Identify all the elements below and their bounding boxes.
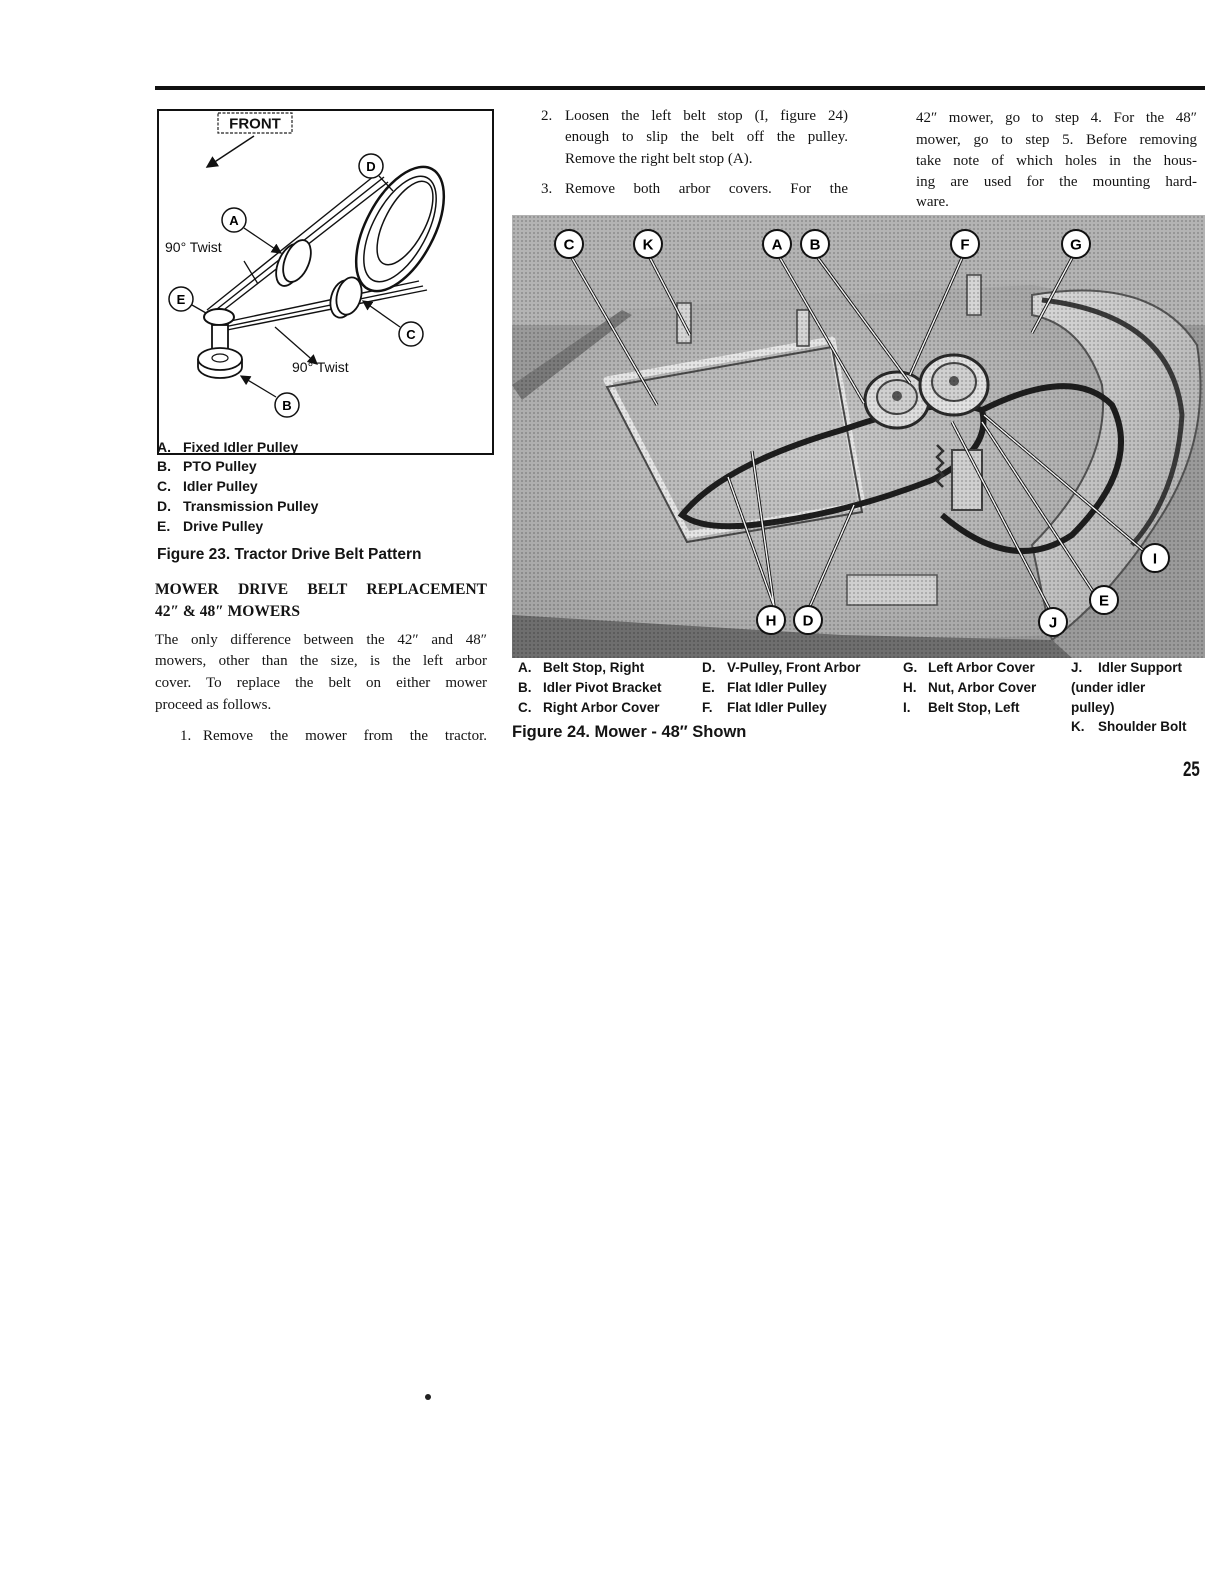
fig24-legend-item <box>518 699 660 716</box>
callout-e-leader <box>192 305 206 313</box>
step-3-line: take note of which holes in the hous- <box>916 153 1197 169</box>
fig24-legend-item <box>903 659 1035 676</box>
intro-line: cover. To replace the belt on either mower <box>155 675 487 691</box>
step-1-number: 1. <box>180 728 192 744</box>
legend-text: Idler Pivot Bracket <box>543 680 662 695</box>
idler-pulley <box>326 275 365 321</box>
step-3-line: ware. <box>916 194 949 210</box>
fig23-legend-item <box>157 457 257 475</box>
callout-j: J <box>1048 614 1058 632</box>
fig24-legend-item <box>1071 659 1182 676</box>
fig24-legend-item <box>903 699 1020 716</box>
scan-speckle <box>425 1394 431 1400</box>
fig24-legend-item <box>903 679 1036 696</box>
front-label: FRONT <box>229 115 281 133</box>
photo-callout-f <box>951 230 979 258</box>
legend-text: Drive Pulley <box>183 518 264 534</box>
intro-line: The only difference between the 42″ and 48″ <box>155 632 487 648</box>
step-3-line: 42″ mower, go to step 4. For the 48″ <box>916 110 1197 126</box>
step-2-number: 2. <box>541 108 553 124</box>
intro-line: proceed as follows. <box>155 697 272 713</box>
callout-e: E <box>1098 592 1110 610</box>
legend-letter: C. <box>518 700 532 715</box>
legend-text: Belt Stop, Right <box>543 660 645 675</box>
twist-label-upper: 90° Twist <box>165 239 222 255</box>
photo-callout-a <box>763 230 791 258</box>
fig24-legend-item <box>702 659 861 676</box>
page-number: 25 <box>1183 758 1200 781</box>
legend-text: Shoulder Bolt <box>1098 719 1187 734</box>
callout-b: B <box>282 398 292 413</box>
step-2-line: Loosen the left belt stop (I, figure 24) <box>565 108 848 124</box>
twist-label-lower: 90° Twist <box>292 359 349 375</box>
figure-24-caption: Figure 24. Mower - 48″ Shown <box>512 723 747 741</box>
legend-letter: C. <box>157 478 171 494</box>
twist-leader-upper <box>244 261 258 284</box>
callout-c: C <box>563 236 575 254</box>
step-3-line: ing are used for the mounting hard- <box>916 174 1197 190</box>
callout-k: K <box>642 236 654 254</box>
legend-letter: B. <box>157 458 171 474</box>
drive-pulley <box>204 309 234 325</box>
intro-line: mowers, other than the size, is the left arbor <box>155 653 487 669</box>
legend-letter: D. <box>702 660 716 675</box>
front-direction-arrow <box>207 136 254 167</box>
step-3-line: mower, go to step 5. Before removing <box>916 132 1197 148</box>
top-rule <box>155 86 1205 90</box>
legend-text: PTO Pulley <box>183 458 257 474</box>
fig23-legend-item <box>157 497 318 515</box>
legend-letter: G. <box>903 660 918 675</box>
fig23-legend-item <box>157 438 298 456</box>
legend-text: Belt Stop, Left <box>928 700 1020 715</box>
step-2-line: enough to slip the belt off the pulley. <box>565 129 848 145</box>
photo-callout-d <box>794 606 822 634</box>
callout-b-leader <box>241 376 276 397</box>
legend-letter: E. <box>702 680 715 695</box>
callout-i: I <box>1152 550 1158 568</box>
fig24-legend-item <box>518 679 662 696</box>
legend-text: Idler Pulley <box>183 478 258 494</box>
legend-text: Idler Support <box>1098 660 1182 675</box>
callout-c-leader <box>363 301 400 327</box>
callout-d: D <box>366 159 376 174</box>
fig24-legend-item <box>702 679 827 696</box>
fig24-legend-item <box>702 699 827 716</box>
section-heading: MOWER DRIVE BELT REPLACEMENT <box>155 581 487 598</box>
legend-letter: I. <box>903 700 911 715</box>
figure-23-caption: Figure 23. Tractor Drive Belt Pattern <box>157 546 422 563</box>
fig24-legend-item <box>518 659 644 676</box>
photo-callout-e <box>1090 586 1118 614</box>
fixed-idler-pulley <box>271 236 317 290</box>
fig24-legend-continuation: (under idler <box>1071 680 1146 695</box>
legend-letter: A. <box>157 439 171 455</box>
step-3-line: Remove both arbor covers. For the <box>565 181 848 197</box>
photo-callout-h <box>757 606 785 634</box>
legend-text: Fixed Idler Pulley <box>183 439 299 455</box>
pto-pulley <box>198 325 242 378</box>
step-3-number: 3. <box>541 181 553 197</box>
photo-callout-i <box>1141 544 1169 572</box>
photo-callout-g <box>1062 230 1090 258</box>
legend-letter: B. <box>518 680 532 695</box>
callout-h: H <box>765 612 777 630</box>
legend-text: Flat Idler Pulley <box>727 680 827 695</box>
callout-a: A <box>771 236 783 254</box>
section-subheading: 42″ & 48″ MOWERS <box>155 603 300 620</box>
fig23-legend-item <box>157 517 263 535</box>
legend-letter: K. <box>1071 719 1085 734</box>
callout-c: C <box>406 327 416 342</box>
callout-g: G <box>1070 236 1082 254</box>
legend-text: Left Arbor Cover <box>928 660 1035 675</box>
legend-text: Transmission Pulley <box>183 498 319 514</box>
legend-text: Nut, Arbor Cover <box>928 680 1037 695</box>
callout-a: A <box>229 213 239 228</box>
legend-text: V-Pulley, Front Arbor <box>727 660 861 675</box>
legend-text: Flat Idler Pulley <box>727 700 827 715</box>
photo-callout-k <box>634 230 662 258</box>
photo-callout-c <box>555 230 583 258</box>
photo-callout-j <box>1039 608 1067 636</box>
legend-text: Right Arbor Cover <box>543 700 660 715</box>
legend-letter: F. <box>702 700 713 715</box>
callout-d: D <box>802 612 814 630</box>
fig24-legend-item <box>1071 718 1187 735</box>
step-2-line: Remove the right belt stop (A). <box>565 151 753 167</box>
photo-callout-b <box>801 230 829 258</box>
legend-letter: E. <box>157 518 171 534</box>
fig24-legend-continuation: pulley) <box>1071 700 1115 715</box>
callout-b: B <box>809 236 821 254</box>
legend-letter: A. <box>518 660 532 675</box>
step-1-text: Remove the mower from the tractor. <box>203 728 487 744</box>
legend-letter: H. <box>903 680 917 695</box>
legend-letter: J. <box>1071 660 1083 675</box>
callout-e: E <box>176 292 186 307</box>
fig23-legend-item <box>157 477 258 495</box>
figure-24-mower-photo <box>512 215 1205 658</box>
figure-23-belt-diagram <box>157 109 494 455</box>
legend-letter: D. <box>157 498 171 514</box>
callout-a-leader <box>244 228 281 253</box>
callout-f: F <box>960 236 970 254</box>
